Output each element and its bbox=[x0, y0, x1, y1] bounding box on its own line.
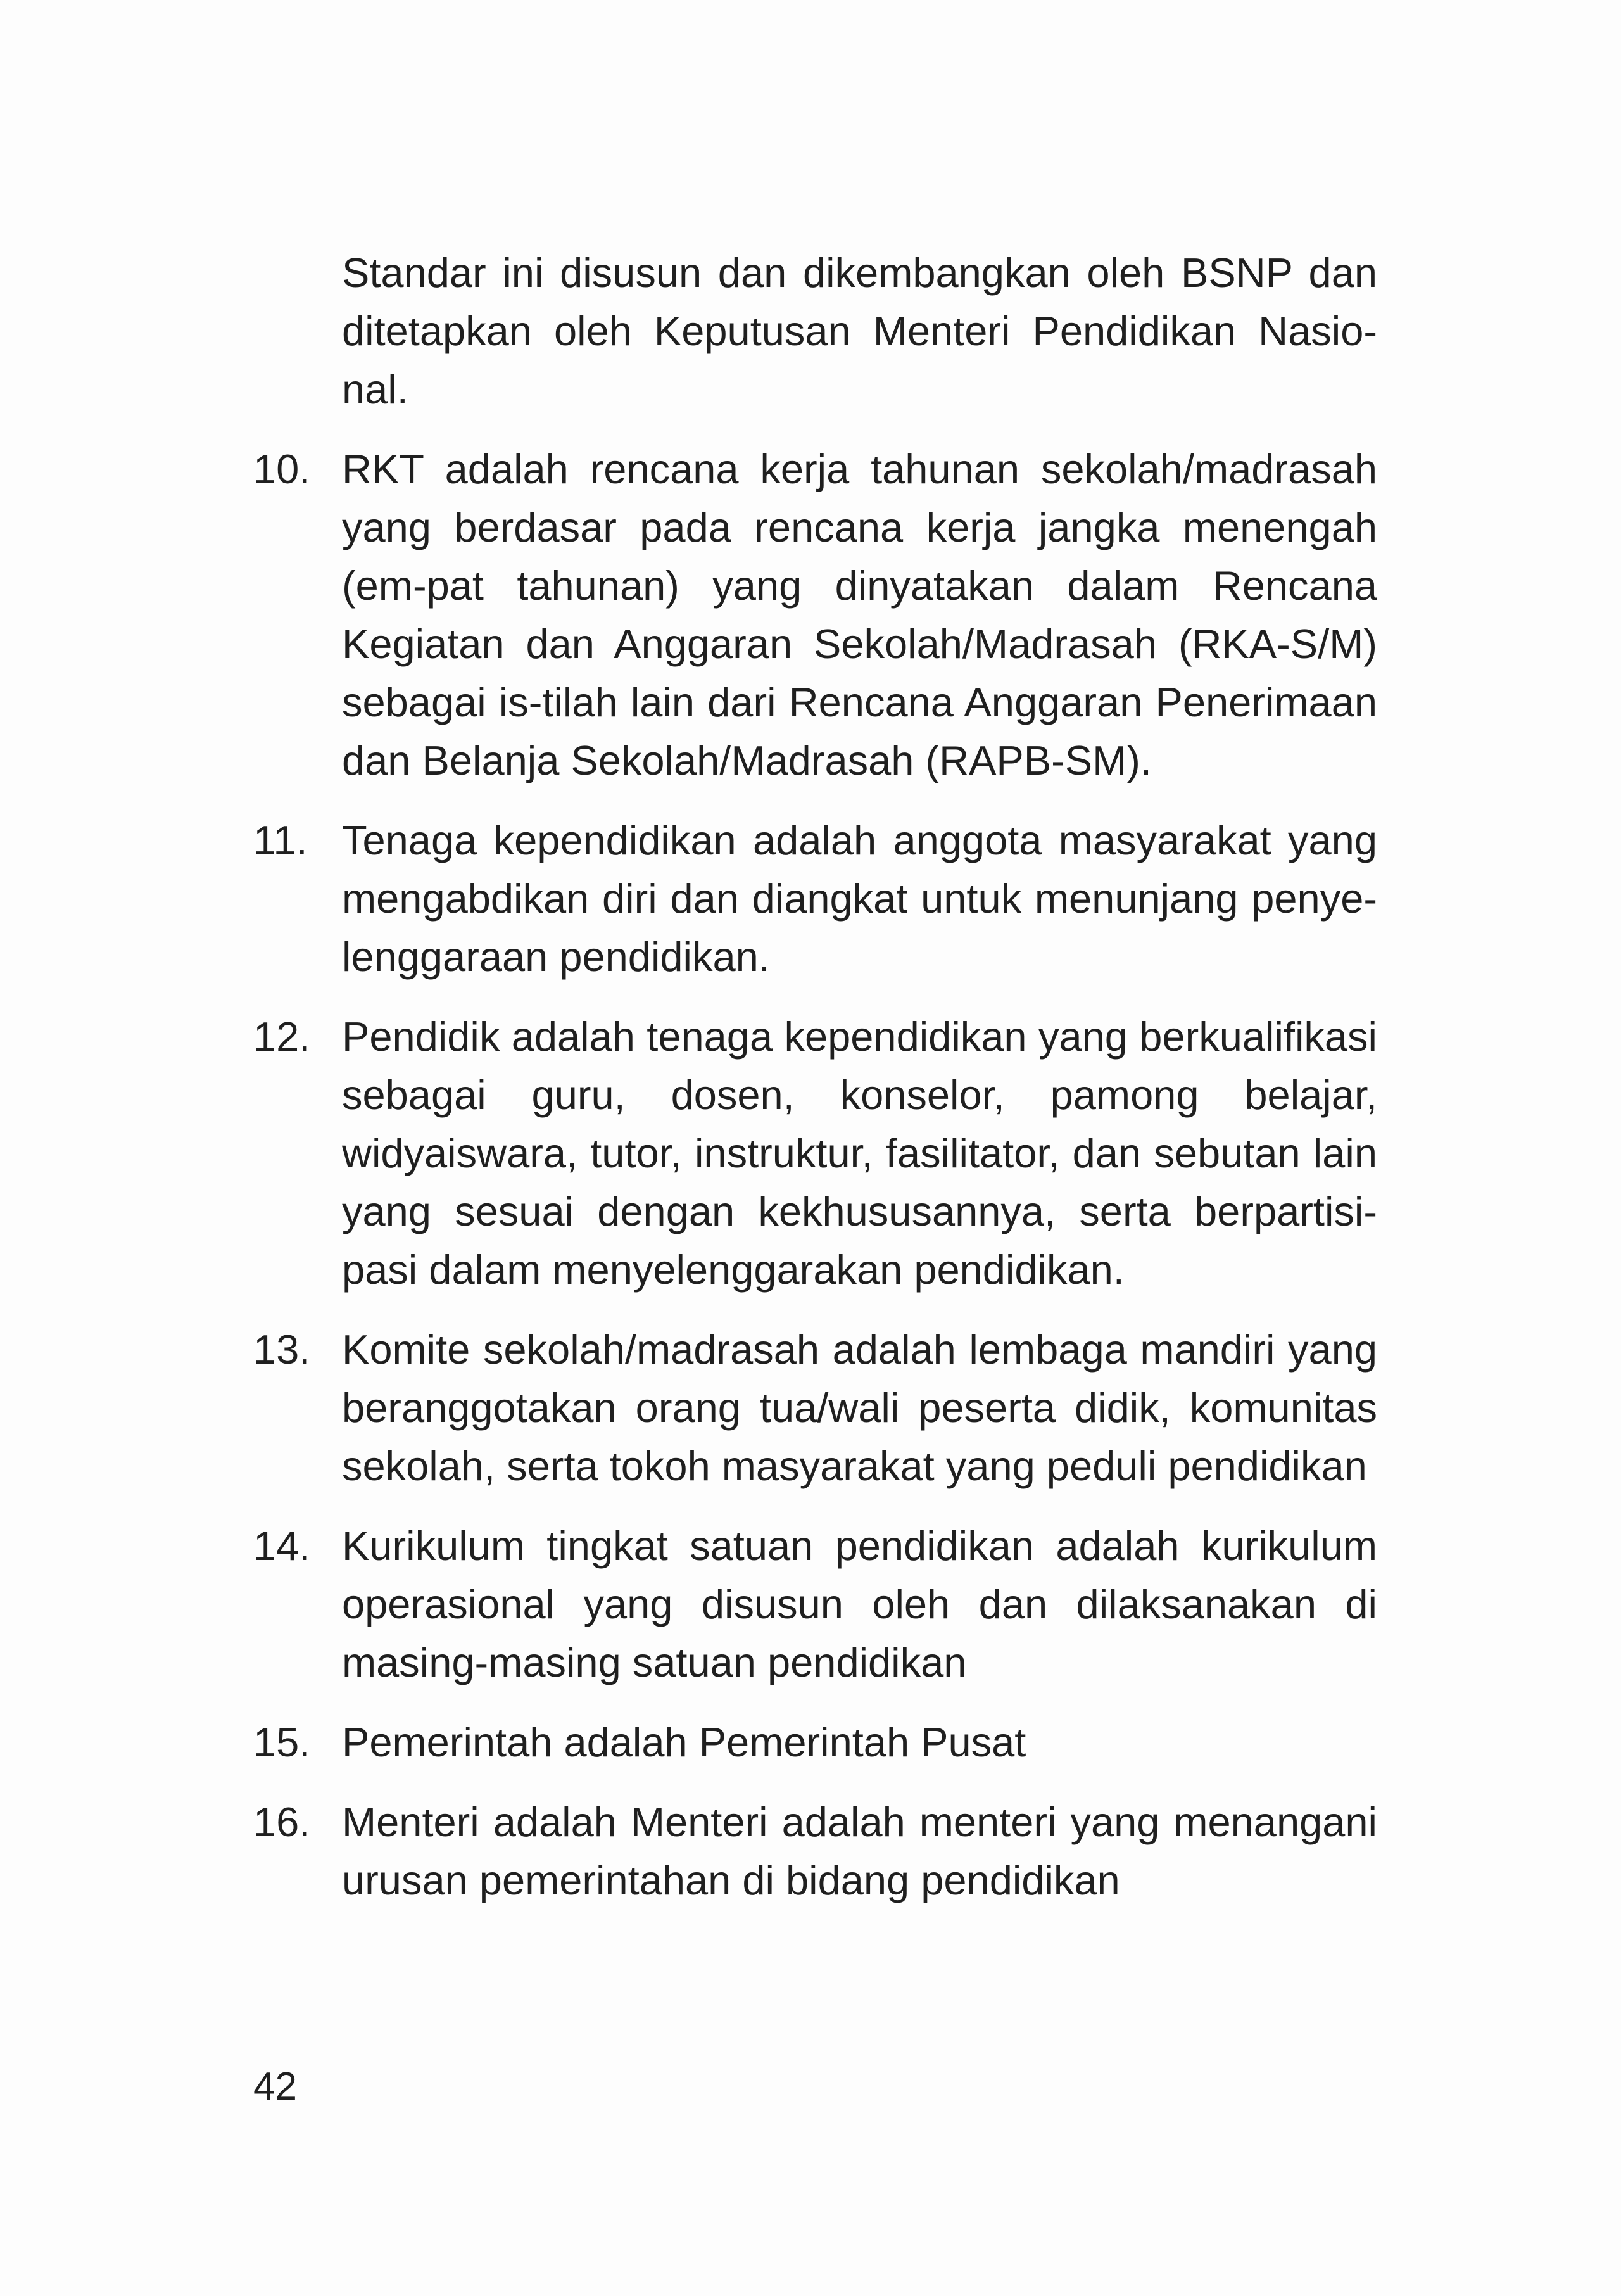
list-item-number: 14. bbox=[253, 1523, 311, 1569]
intro-paragraph bbox=[253, 244, 1377, 419]
list-item bbox=[253, 1008, 1377, 1299]
list-item-text: Pendidik adalah tenaga kependidikan yang berkualifikasi sebagai guru, dosen, konselor, pamong belajar, widyaiswara, tutor, instruktur, fasilitator, dan sebutan lain yang sesuai dengan kekhususannya, serta berpartisi-pasi dalam menyelenggarakan pendidikan. bbox=[342, 1013, 1377, 1293]
list-item-text: RKT adalah rencana kerja tahunan sekolah/madrasah yang berdasar pada rencana kerja jangka menengah (em-pat tahunan) yang dinyatakan dalam Rencana Kegiatan dan Anggaran Sekolah/Madrasah (RKA-S/M) sebagai is-tilah lain dari Rencana Anggaran Penerimaan dan Belanja Sekolah/Madrasah (RAPB-SM). bbox=[342, 446, 1377, 783]
list-item bbox=[253, 1793, 1377, 1910]
list-item-number: 12. bbox=[253, 1013, 311, 1060]
list-item-number: 11. bbox=[253, 817, 308, 863]
list-item-number: 16. bbox=[253, 1799, 311, 1845]
list-item-text: Komite sekolah/madrasah adalah lembaga mandiri yang beranggotakan orang tua/wali peserta didik, komunitas sekolah, serta tokoh masyarakat yang peduli pendidikan bbox=[342, 1326, 1377, 1489]
list-item-text: Tenaga kependidikan adalah anggota masyarakat yang mengabdikan diri dan diangkat untuk menunjang penye-lenggaraan pendidikan. bbox=[342, 817, 1377, 980]
list-item bbox=[253, 440, 1377, 790]
list-item-text: Menteri adalah Menteri adalah menteri yang menangani urusan pemerintahan di bidang pendidikan bbox=[342, 1799, 1377, 1903]
list-item bbox=[253, 1517, 1377, 1692]
list-item-number: 13. bbox=[253, 1326, 311, 1373]
list-item-number: 10. bbox=[253, 446, 311, 492]
document-body bbox=[253, 244, 1377, 1910]
list-item bbox=[253, 1321, 1377, 1495]
list-item bbox=[253, 1713, 1377, 1772]
page-number: 42 bbox=[253, 2065, 297, 2109]
intro-text: Standar ini disusun dan dikembangkan oleh BSNP dan ditetapkan oleh Keputusan Menteri Pendidikan Nasio-nal. bbox=[342, 250, 1377, 412]
list-item-text: Pemerintah adalah Pemerintah Pusat bbox=[342, 1719, 1026, 1765]
list-item-number: 15. bbox=[253, 1719, 311, 1765]
list-item bbox=[253, 811, 1377, 986]
list-item-text: Kurikulum tingkat satuan pendidikan adalah kurikulum operasional yang disusun oleh dan dilaksanakan di masing-masing satuan pendidikan bbox=[342, 1523, 1377, 1685]
